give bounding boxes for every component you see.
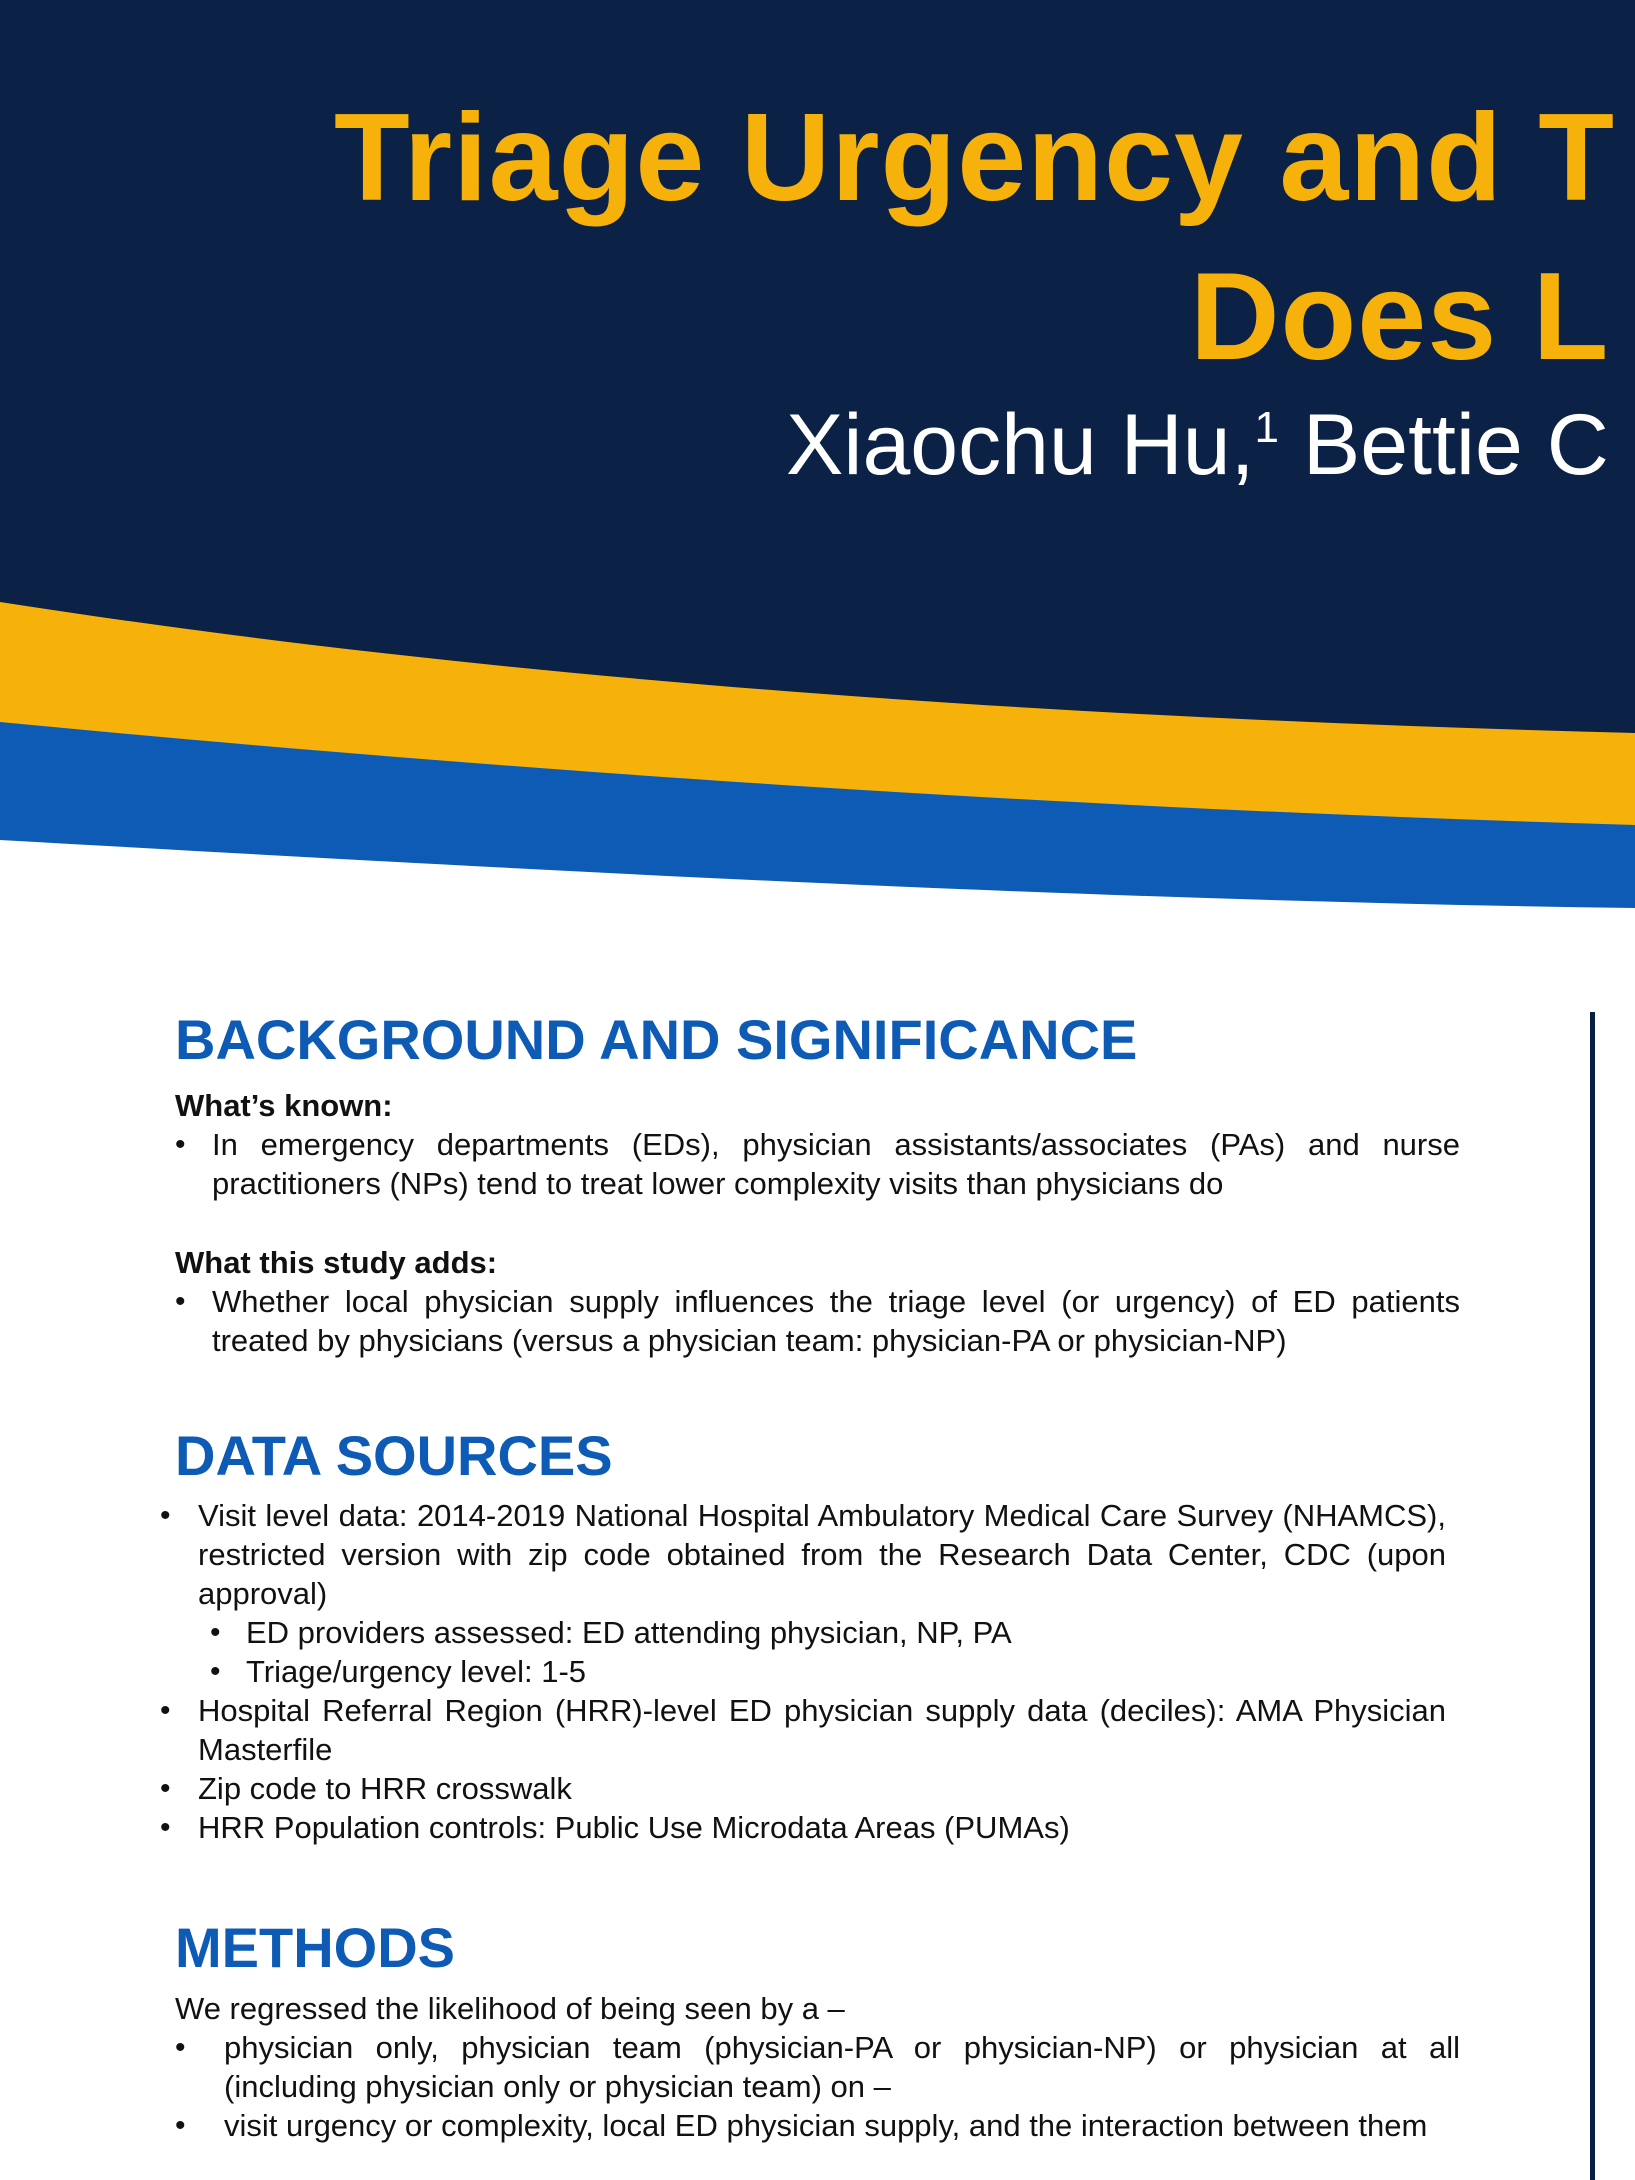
bullet-marker: • bbox=[175, 2031, 186, 2064]
author-name-1: Xiaochu Hu, bbox=[786, 397, 1255, 493]
author-affiliation-1: 1 bbox=[1254, 403, 1279, 452]
poster-title-line-2: Does L bbox=[1190, 248, 1610, 386]
background-heading: BACKGROUND AND SIGNIFICANCE bbox=[175, 1008, 1138, 1071]
column-divider bbox=[1590, 1012, 1595, 2180]
bullet-marker: • bbox=[210, 1616, 221, 1649]
bullet-marker: • bbox=[160, 1499, 171, 1532]
bullet-marker: • bbox=[210, 1655, 221, 1688]
data-source-item: Visit level data: 2014-2019 National Hospital Ambulatory Medical Care Survey (NHAMCS), restricted version with zip code obtained from the Research Data Center, CDC (upon approval) bbox=[198, 1498, 1446, 1611]
bullet-marker: • bbox=[175, 1285, 186, 1318]
whats-known-item: In emergency departments (EDs), physician assistants/associates (PAs) and nurse practitioners (NPs) tend to treat lower complexity visits than physicians do bbox=[212, 1127, 1460, 1201]
author-name-2: Bettie C bbox=[1279, 397, 1609, 493]
study-adds-item: Whether local physician supply influences the triage level (or urgency) of ED patients treated by physicians (versus a physician team: physician-PA or physician-NP) bbox=[212, 1284, 1460, 1358]
study-adds-label: What this study adds: bbox=[175, 1245, 498, 1280]
methods-item: physician only, physician team (physician-PA or physician-NP) or physician at all (including physician only or physician team) on – bbox=[224, 2030, 1460, 2104]
data-sources-heading: DATA SOURCES bbox=[175, 1424, 613, 1487]
data-source-item: Hospital Referral Region (HRR)-level ED physician supply data (deciles): AMA Physician Masterfile bbox=[198, 1693, 1446, 1767]
bullet-marker: • bbox=[175, 1128, 186, 1161]
bullet-marker: • bbox=[160, 1811, 171, 1844]
bullet-marker: • bbox=[160, 1772, 171, 1805]
methods-heading: METHODS bbox=[175, 1916, 455, 1979]
author-line bbox=[786, 397, 1609, 493]
poster-header bbox=[0, 0, 1635, 920]
poster-title-line-1: Triage Urgency and T bbox=[334, 89, 1616, 227]
bullet-marker: • bbox=[175, 2109, 186, 2142]
methods-intro: We regressed the likelihood of being seen by a – bbox=[175, 1991, 845, 2026]
methods-item: visit urgency or complexity, local ED physician supply, and the interaction between them bbox=[224, 2108, 1428, 2143]
bullet-marker: • bbox=[160, 1694, 171, 1727]
data-source-item: Zip code to HRR crosswalk bbox=[198, 1771, 572, 1806]
data-source-sub-item: Triage/urgency level: 1-5 bbox=[246, 1654, 587, 1689]
whats-known-label: What’s known: bbox=[175, 1088, 393, 1123]
data-source-item: HRR Population controls: Public Use Microdata Areas (PUMAs) bbox=[198, 1810, 1070, 1845]
data-source-sub-item: ED providers assessed: ED attending physician, NP, PA bbox=[246, 1615, 1012, 1650]
